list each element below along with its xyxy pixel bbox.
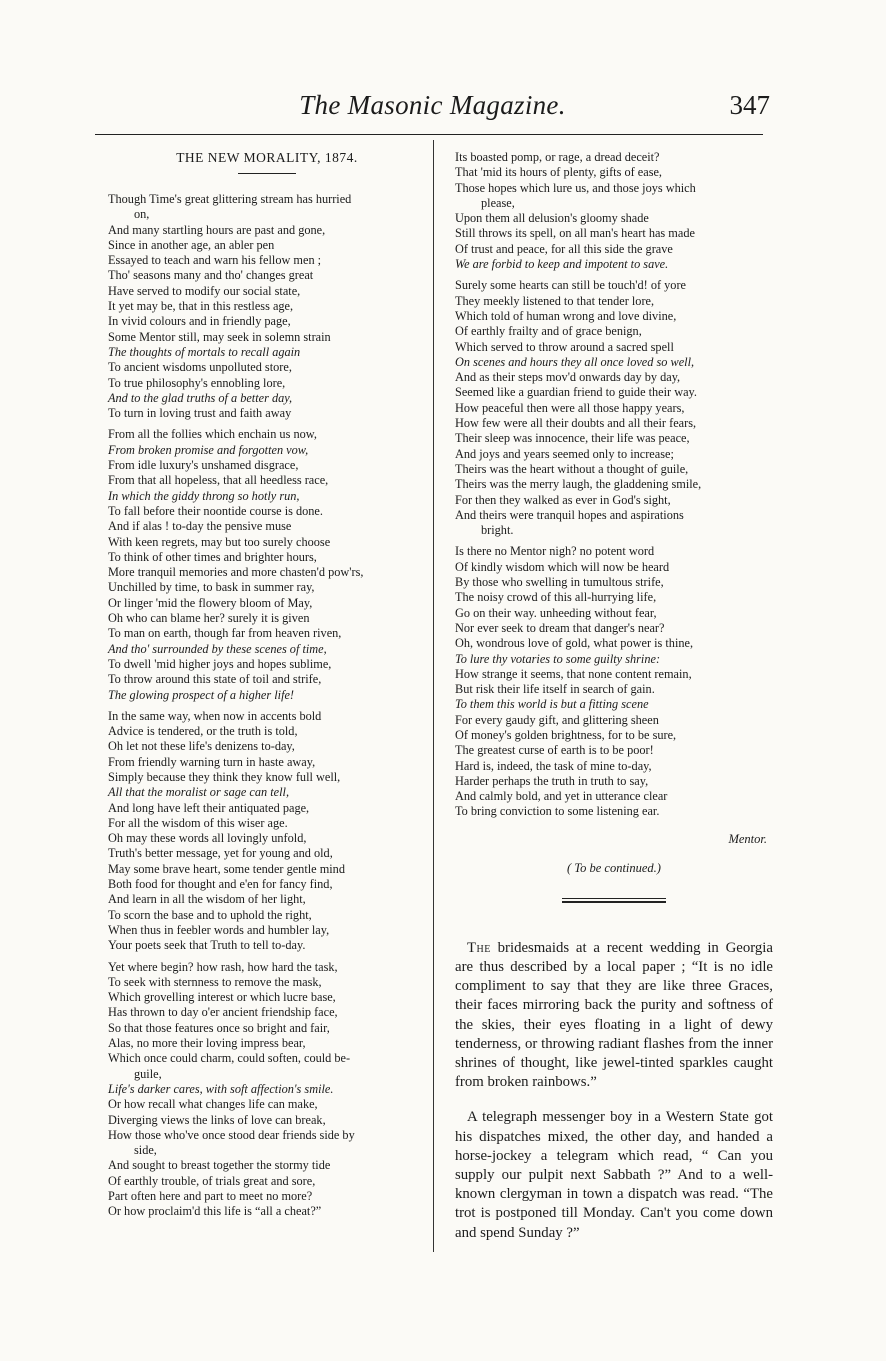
- poem-line: Of earthly frailty and of grace benign,: [455, 324, 642, 339]
- poem-line: Or how recall what changes life can make,: [108, 1097, 318, 1112]
- poem-line: Simply because they think they know full well,: [108, 769, 341, 784]
- poem-line: Their sleep was innocence, their life was peace,: [455, 431, 690, 446]
- poem-line: The thoughts of mortals to recall again: [108, 344, 301, 359]
- poem-line: Which once could charm, could soften, could be-: [108, 1051, 351, 1066]
- poem-line: And learn in all the wisdom of her light,: [108, 892, 306, 907]
- poem-line: Harder perhaps the truth in truth to say,: [455, 773, 649, 788]
- poem-line: Tho' seasons many and tho' changes great: [108, 268, 314, 283]
- poem-line: On scenes and hours they all once loved so well,: [455, 354, 695, 369]
- poem-line: Unchilled by time, to bask in summer ray,: [108, 580, 315, 595]
- poem-line: And long have left their antiquated page,: [108, 800, 310, 815]
- poem-line: Seemed like a guardian friend to guide their way.: [455, 385, 697, 400]
- poem-line: From friendly warning turn in haste away,: [108, 754, 316, 769]
- poem-line: To scorn the base and to uphold the right,: [108, 907, 312, 922]
- poem-line: Oh who can blame her? surely it is given: [108, 611, 310, 626]
- poem-line: Is there no Mentor nigh? no potent word: [455, 544, 655, 559]
- article-text: A telegraph messenger boy in a Western State got his dispatches mixed, the other day, and handed a horse-jockey a telegram which read, “ Can you supply our pulpit next Sabbath ?” And to a well-known clergyman in town a dispatch was read. “The trot is postponed till Monday. Can't you come down and spend Sunday ?”: [455, 1109, 773, 1241]
- poem-line: To ancient wisdoms unpolluted store,: [108, 360, 292, 375]
- poem-line: From that all hopeless, that all heedless race,: [108, 473, 329, 488]
- stanza: [108, 427, 426, 702]
- poem-line: To throw around this state of toil and strife,: [108, 672, 322, 687]
- poem-line: To man on earth, though far from heaven riven,: [108, 626, 342, 641]
- poem-line: They meekly listened to that tender lore,: [455, 293, 655, 308]
- poem-line: Part often here and part to meet no more?: [108, 1189, 313, 1203]
- poem-line: Has thrown to day o'er ancient friendship face,: [108, 1005, 338, 1020]
- poem-line: When thus in feebler words and humbler lay,: [108, 922, 330, 937]
- poem-title: THE NEW MORALITY, 1874.: [176, 150, 358, 165]
- poem-line: In which the giddy throng so hotly run,: [108, 488, 300, 503]
- poem-line: To dwell 'mid higher joys and hopes sublime,: [108, 656, 332, 671]
- poem-line: Which told of human wrong and love divine,: [455, 308, 677, 323]
- poem-line: And as their steps mov'd onwards day by day,: [455, 370, 681, 385]
- stanza: [455, 544, 773, 819]
- article-bridesmaids: [455, 939, 773, 1093]
- poem-line: It yet may be, that in this restless age,: [108, 299, 294, 314]
- column-left: [108, 150, 426, 1226]
- poem-line: Those hopes which lure us, and those joys which: [455, 180, 696, 195]
- poem-line: And calmly bold, and yet in utterance clear: [455, 789, 668, 804]
- poem-line: From idle luxury's unshamed disgrace,: [108, 458, 299, 473]
- page-header: [95, 90, 770, 130]
- poem-line: We are forbid to keep and impotent to save.: [455, 257, 669, 272]
- poem-line: For all the wisdom of this wiser age.: [108, 815, 288, 830]
- poem-line: Of earthly trouble, of trials great and sore,: [108, 1173, 316, 1188]
- poem-line: But risk their life itself in search of gain.: [455, 682, 655, 697]
- page-number: 347: [729, 90, 770, 120]
- poem-line: Theirs was the heart without a thought of guile,: [455, 461, 689, 476]
- poem-line: And tho' surrounded by these scenes of time,: [108, 641, 327, 656]
- poem-line: Life's darker cares, with soft affection's smile.: [108, 1081, 334, 1096]
- poem-line: guile,: [134, 1066, 162, 1081]
- poem-line: Both food for thought and e'en for fancy find,: [108, 877, 333, 892]
- poem-line: How few were all their doubts and all their fears,: [455, 416, 697, 431]
- poem-line: To them this world is but a fitting scene: [455, 697, 649, 712]
- poem-line: Though Time's great glittering stream has hurried: [108, 192, 352, 206]
- poem-line: The noisy crowd of this all-hurrying life,: [455, 590, 657, 605]
- poem-line: How peaceful then were all those happy years,: [455, 400, 685, 415]
- running-title: The Masonic Magazine.: [299, 90, 566, 120]
- poem-line: Go on their way. unheeding without fear,: [455, 605, 657, 620]
- poem-line: Oh may these words all lovingly unfold,: [108, 831, 307, 846]
- poem-part-one: [108, 192, 426, 1220]
- poem-line: Advice is tendered, or the truth is told,: [108, 724, 298, 739]
- stanza: [455, 150, 773, 272]
- article-telegraph: [455, 1108, 773, 1242]
- poem-line: Of kindly wisdom which will now be heard: [455, 559, 670, 574]
- poem-line: Your poets seek that Truth to tell to-day.: [108, 938, 306, 953]
- poem-line: And theirs were tranquil hopes and aspirations: [455, 507, 684, 522]
- poem-line: So that those features once so bright and fair,: [108, 1020, 330, 1035]
- poem-line: And to the glad truths of a better day,: [108, 390, 293, 405]
- poem-line: With keen regrets, may but too surely choose: [108, 534, 331, 549]
- poem-line: Alas, no more their loving impress bear,: [108, 1036, 306, 1051]
- poem-line: Have served to modify our social state,: [108, 283, 301, 298]
- poem-line: Some Mentor still, may seek in solemn strain: [108, 329, 331, 344]
- poem-line: And joys and years seemed only to increase;: [455, 446, 674, 461]
- poem-line: Yet where begin? how rash, how hard the task,: [108, 959, 338, 974]
- poem-line: Of trust and peace, for all this side the grave: [455, 241, 673, 256]
- poem-line: In the same way, when now in accents bold: [108, 708, 322, 723]
- poem-line: Which served to throw around a sacred spell: [455, 339, 674, 354]
- poem-line: Theirs was the merry laugh, the gladdening smile,: [455, 477, 702, 492]
- poem-line: All that the moralist or sage can tell,: [108, 785, 290, 800]
- poem-line: For then they walked as ever in God's sight,: [455, 492, 671, 507]
- poem-line: To turn in loving trust and faith away: [108, 406, 292, 421]
- column-divider: [433, 140, 434, 1252]
- poem-line: That 'mid its hours of plenty, gifts of ease,: [455, 165, 663, 180]
- poem-line: Upon them all delusion's gloomy shade: [455, 211, 649, 226]
- continued-note: ( To be continued.): [567, 860, 661, 875]
- poem-line: And sought to breast together the stormy tide: [108, 1158, 331, 1173]
- poem-line: Diverging views the links of love can break,: [108, 1112, 326, 1127]
- poem-line: To lure thy votaries to some guilty shrine:: [455, 651, 661, 666]
- poem-line: Nor ever seek to dream that danger's near?: [455, 620, 665, 635]
- poem-line: Its boasted pomp, or rage, a dread deceit?: [455, 150, 660, 164]
- poem-line: on,: [134, 207, 150, 222]
- poem-line: And if alas ! to-day the pensive muse: [108, 519, 292, 534]
- poem-line: Or how proclaim'd this life is “all a cheat?”: [108, 1204, 322, 1219]
- title-rule: [238, 173, 296, 174]
- stanza: [108, 709, 426, 954]
- poem-line: To bring conviction to some listening ear.: [455, 804, 660, 819]
- poem-line: Oh, wondrous love of gold, what power is thine,: [455, 636, 694, 651]
- poem-line: The greatest curse of earth is to be poor!: [455, 743, 654, 758]
- stanza: [108, 192, 426, 421]
- article-text: bridesmaids at a recent wedding in Georgia are thus described by a local paper ; “It is no idle compliment to say that they are like three Graces, their faces mirroring back the purity and softness of the skies, their eyes floating in a light of dewy tenderness, or throwing radiant flashes from the inner shrines of thought, like jewel-tinted sparkles caught from broken rainbows.”: [455, 939, 773, 1091]
- poem-line: To fall before their noontide course is done.: [108, 503, 323, 518]
- poem-line: And many startling hours are past and gone,: [108, 222, 326, 237]
- poem-line: bright.: [481, 523, 514, 538]
- stanza: [455, 278, 773, 538]
- poem-line: To true philosophy's ennobling lore,: [108, 375, 286, 390]
- poem-signature: Mentor.: [728, 831, 767, 846]
- poem-line: Hard is, indeed, the task of mine to-day,: [455, 758, 652, 773]
- poem-line: Which grovelling interest or which lucre base,: [108, 990, 336, 1005]
- poem-line: Of money's golden brightness, for to be sure,: [455, 727, 677, 742]
- article-lead-word: The: [467, 939, 491, 956]
- poem-line: Since in another age, an abler pen: [108, 237, 275, 252]
- poem-line: From all the follies which enchain us now,: [108, 427, 317, 442]
- poem-line: side,: [134, 1143, 157, 1158]
- poem-line: Oh let not these life's denizens to-day,: [108, 739, 295, 754]
- header-rule: [95, 134, 763, 135]
- poem-line: How those who've once stood dear friends side by: [108, 1127, 355, 1142]
- poem-part-two: [455, 150, 773, 820]
- poem-line: The glowing prospect of a higher life!: [108, 687, 295, 702]
- poem-line: Surely some hearts can still be touch'd! of yore: [455, 278, 687, 293]
- poem-line: How strange it seems, that none content remain,: [455, 666, 692, 681]
- column-right: [455, 150, 773, 1259]
- poem-line: Or linger 'mid the flowery bloom of May,: [108, 595, 313, 610]
- poem-line: For every gaudy gift, and glittering sheen: [455, 712, 659, 727]
- poem-line: By those who swelling in tumultous strife,: [455, 575, 664, 590]
- poem-line: To think of other times and brighter hours,: [108, 549, 317, 564]
- poem-line: please,: [481, 195, 515, 210]
- poem-line: From broken promise and forgotten vow,: [108, 442, 309, 457]
- section-rule: [562, 898, 666, 903]
- poem-line: In vivid colours and in friendly page,: [108, 314, 291, 329]
- stanza: [108, 960, 426, 1220]
- poem-line: More tranquil memories and more chasten'd pow'rs,: [108, 565, 364, 580]
- poem-line: Essayed to teach and warn his fellow men ;: [108, 253, 322, 268]
- poem-line: Still throws its spell, on all man's heart has made: [455, 226, 695, 241]
- poem-line: May some brave heart, some tender gentle mind: [108, 861, 345, 876]
- poem-line: To seek with sternness to remove the mask,: [108, 974, 322, 989]
- poem-line: Truth's better message, yet for young and old,: [108, 846, 333, 861]
